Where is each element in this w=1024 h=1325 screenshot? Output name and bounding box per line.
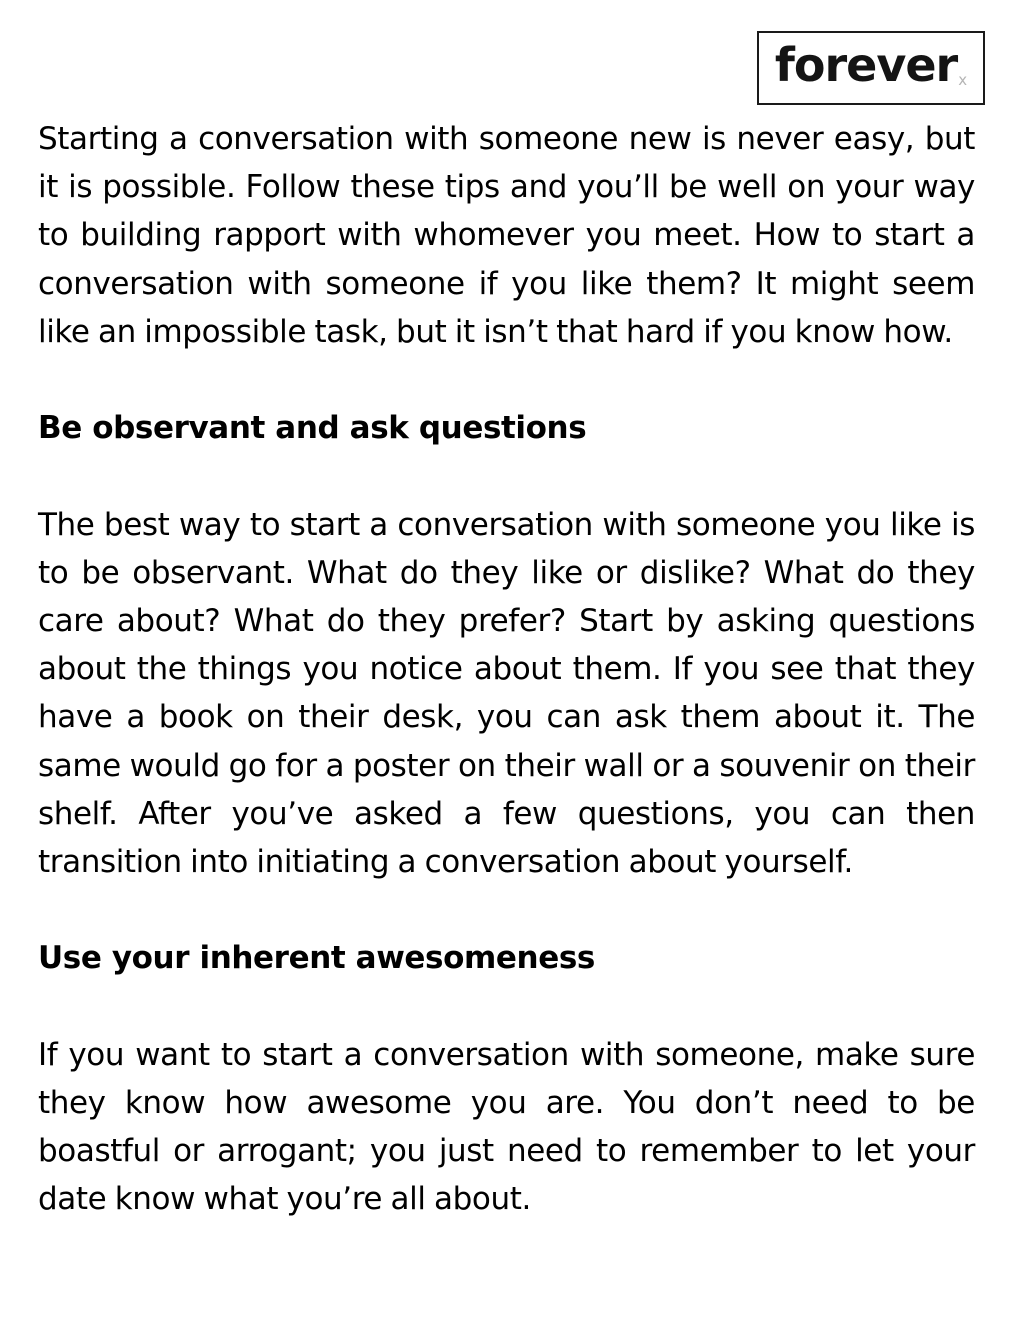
spacer: [38, 356, 975, 404]
section-paragraph-awesomeness: If you want to start a conversation with someone, make sure they know how awesome you are. You don’t need to be boastful or arrogant; you just need to remember to let your date know what you’re all about.: [38, 1036, 975, 1218]
spacer: [38, 983, 975, 1031]
section-heading-observant: Be observant and ask questions: [38, 410, 587, 447]
section-paragraph-observant: The best way to start a conversation with someone you like is to be observant. What do they like or dislike? What do they care about? What do they prefer? Start by asking questions about the things you notice about them. If you see that they have a book on their desk, you can ask them about it. The same would go for a poster on their wall or a souvenir on their shelf. After you’ve asked a few questions, you can then transition into initiating a conversation about yourself.: [38, 506, 975, 881]
section-heading-awesomeness: Use your inherent awesomeness: [38, 940, 595, 977]
logo-x-mark: x: [958, 71, 968, 89]
logo-wordmark: forever: [774, 38, 958, 92]
article-body: [38, 115, 975, 1224]
spacer: [38, 452, 975, 500]
intro-paragraph: Starting a conversation with someone new is never easy, but it is possible. Follow these tips and you’ll be well on your way to building rapport with whomever you meet. How to start a conversation with someone if you like them? It might seem like an impossible task, but it isn’t that hard if you know how.: [38, 121, 975, 350]
spacer: [38, 886, 975, 934]
forever-logo: [757, 31, 985, 105]
